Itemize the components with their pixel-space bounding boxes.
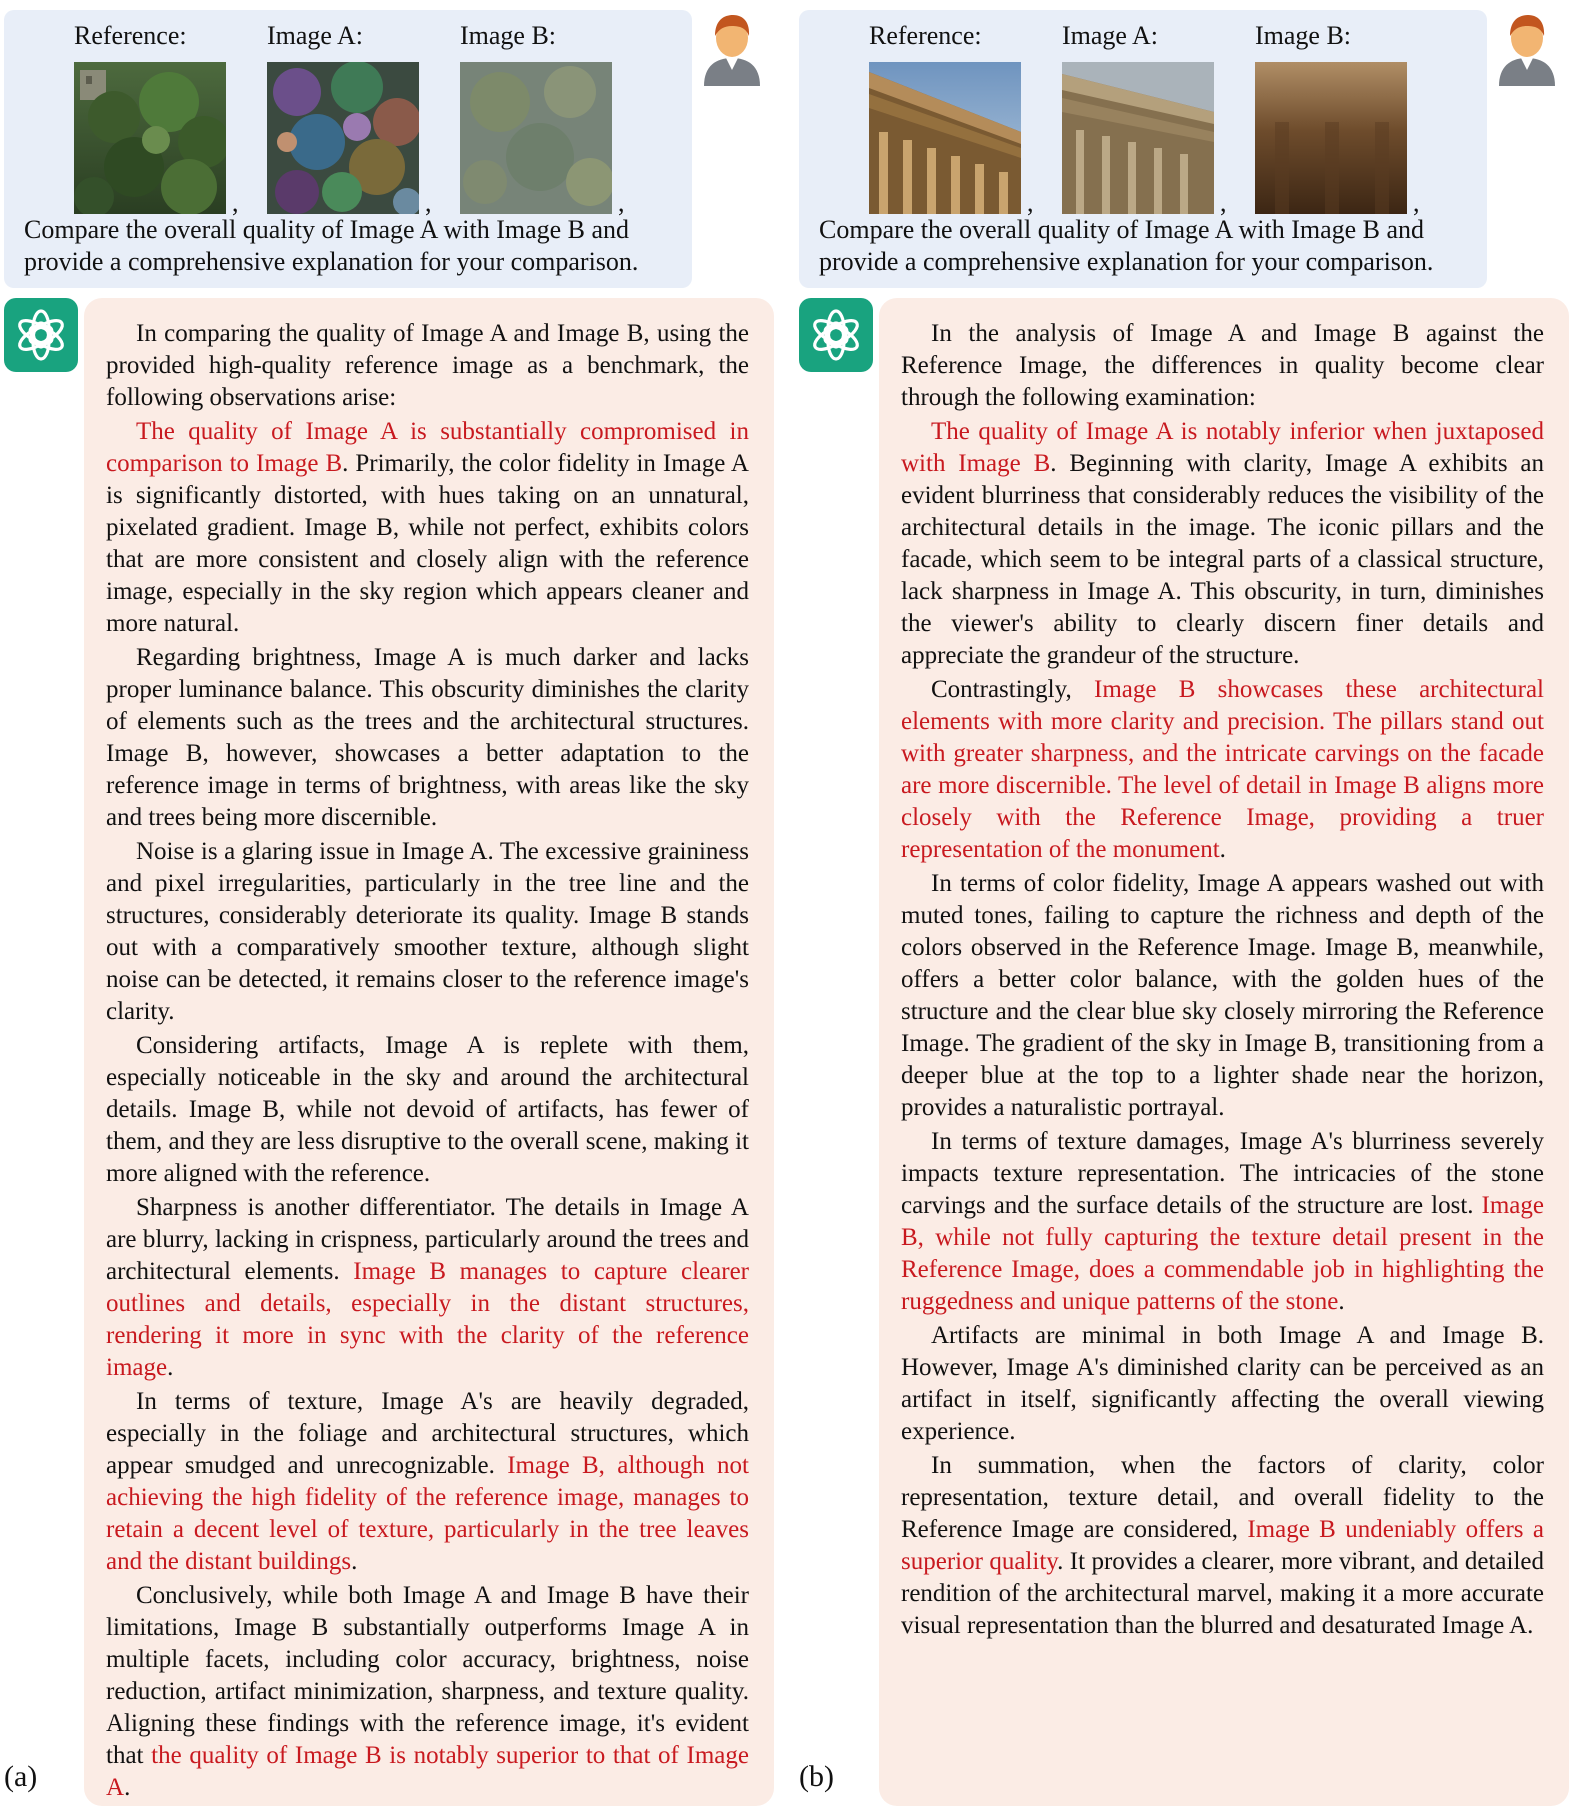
user-avatar-icon [1495, 10, 1559, 86]
comma: , [618, 188, 625, 217]
answer-text: In terms of texture damages, Image A's blurriness severely impacts texture representation. The intricacies of the stone carvings and the surface details of the structure are lost. [901, 1128, 1544, 1219]
question-text: Compare the overall quality of Image A with Image B and provide a comprehensive explanation for your comparison. [819, 215, 1434, 276]
answer-text: . [1338, 1288, 1345, 1315]
image-b-label: Image B: [1255, 21, 1352, 50]
answer-paragraph [106, 1580, 749, 1804]
panel-label-a: (a) [4, 1760, 38, 1793]
highlighted-text: Image B undeniably offers a superior quality [901, 1516, 1544, 1575]
comma: , [1220, 188, 1227, 217]
reference-label: Reference: [869, 21, 982, 50]
question-text: Compare the overall quality of Image A with Image B and provide a comprehensive explanation for your comparison. [24, 215, 639, 276]
answer-text: In the analysis of Image A and Image B against the Reference Image, the differences in quality become clear through the following examination: [901, 320, 1544, 411]
user-prompt-box [799, 10, 1487, 288]
answer-text: In terms of texture, Image A's are heavily degraded, especially in the foliage and architectural structures, which appear smudged and unrecognizable. [106, 1388, 749, 1479]
answer-paragraph [901, 318, 1544, 414]
reference-label: Reference: [74, 21, 187, 50]
answer-text: Contrastingly, [931, 676, 1094, 703]
comma: , [1027, 188, 1034, 217]
answer-paragraph [106, 836, 749, 1028]
answer-text: . It provides a clearer, more vibrant, and detailed rendition of the architectural marvel, making it a more accurate visual representation than the blurred and desaturated Image A. [901, 1548, 1544, 1639]
answer-text: In summation, when the factors of clarity, color representation, texture detail, and overall fidelity to the Reference Image are considered, [901, 1452, 1544, 1543]
assistant-answer-box [879, 298, 1569, 1806]
image-a [267, 62, 419, 214]
image-a-thumbnail [1054, 20, 1227, 217]
image-b-label: Image B: [460, 21, 557, 50]
highlighted-text: Image B manages to capture clearer outlines and details, especially in the distant structures, rendering it more in sync with the clarity of the reference image [106, 1258, 749, 1381]
highlighted-text: the quality of Image B is notably superior to that of Image A [106, 1742, 749, 1801]
answer-text: Artifacts are minimal in both Image A and Image B. However, Image A's diminished clarity can be perceived as an artifact in itself, significantly affecting the overall viewing experience. [901, 1322, 1544, 1445]
answer-text: . [167, 1354, 174, 1381]
highlighted-text: The quality of Image A is substantially compromised in comparison to Image B [106, 418, 749, 477]
answer-text: . Beginning with clarity, Image A exhibits an evident blurriness that considerably reduces the visibility of the architectural details in the image. The iconic pillars and the facade, which seem to be integral parts of a classical structure, lack sharpness in Image A. This obscurity, in turn, diminishes the viewer's ability to clearly discern finer details and appreciate the grandeur of the structure. [901, 450, 1544, 669]
highlighted-text: Image B, while not fully capturing the texture detail present in the Reference Image, does a commendable job in highlighting the ruggedness and unique patterns of the stone [901, 1192, 1544, 1315]
answer-paragraph [901, 868, 1544, 1124]
answer-paragraph [106, 416, 749, 640]
user-avatar-icon [700, 10, 764, 86]
answer-paragraph [106, 1192, 749, 1384]
reference-image [869, 62, 1021, 214]
answer-text: Conclusively, while both Image A and Image B have their limitations, Image B substantially outperforms Image A in multiple facets, including color accuracy, brightness, noise reduction, artifact minimization, sharpness, and texture quality. Aligning these findings with the reference image, it's evident that [106, 1582, 749, 1769]
answer-text: Noise is a glaring issue in Image A. The excessive graininess and pixel irregularities, particularly in the tree line and the structures, considerably deteriorate its quality. Image B stands out with a comparatively smoother texture, although slight noise can be detected, it remains closer to the reference image's clarity. [106, 838, 749, 1025]
comma: , [232, 188, 239, 217]
user-prompt-box [4, 10, 692, 288]
answer-text: . [1219, 836, 1226, 863]
chatgpt-logo-icon [799, 298, 873, 372]
answer-text: In terms of color fidelity, Image A appears washed out with muted tones, failing to capture the richness and depth of the colors observed in the Reference Image. Image B, meanwhile, offers a better color balance, with the golden hues of the structure and the clear blue sky closely mirroring the Reference Image. The gradient of the sky in Image B, transitioning from a deeper blue at the top to a lighter shade near the horizon, provides a naturalistic portrayal. [901, 870, 1544, 1121]
comma: , [1413, 188, 1420, 217]
answer-text: Regarding brightness, Image A is much darker and lacks proper luminance balance. This obscurity diminishes the clarity of elements such as the trees and the architectural structures. Image B, however, showcases a better adaptation to the reference image in terms of brightness, with areas like the sky and trees being more discernible. [106, 644, 749, 831]
answer-paragraph [901, 1320, 1544, 1448]
answer-paragraph [106, 642, 749, 834]
answer-text: In comparing the quality of Image A and Image B, using the provided high-quality reference image as a benchmark, the following observations arise: [106, 320, 749, 411]
highlighted-text: Image B, although not achieving the high fidelity of the reference image, manages to retain a decent level of texture, particularly in the tree leaves and the distant buildings [106, 1452, 749, 1575]
answer-paragraph [106, 1386, 749, 1578]
answer-text: Considering artifacts, Image A is replete with them, especially noticeable in the sky and around the architectural details. Image B, while not devoid of artifacts, has fewer of them, and they are less disruptive to the overall scene, making it more aligned with the reference. [106, 1032, 749, 1187]
answer-text: . [124, 1774, 131, 1801]
reference-thumbnail [66, 20, 239, 217]
answer-paragraph [106, 318, 749, 414]
panel-b [795, 0, 1578, 1818]
image-a-label: Image A: [1062, 21, 1159, 50]
answer-text: Sharpness is another differentiator. The details in Image A are blurry, lacking in crispness, particularly around the trees and architectural elements. [106, 1194, 749, 1285]
answer-text: . Primarily, the color fidelity in Image A is significantly distorted, with hues taking on an unnatural, pixelated gradient. Image B, while not perfect, exhibits colors that are more consistent and closely align with the reference image, especially in the sky region which appears cleaner and more natural. [106, 450, 749, 637]
highlighted-text: Image B showcases these architectural elements with more clarity and precision. The pillars stand out with greater sharpness, and the intricate carvings on the facade are more discernible. The level of detail in Image B aligns more closely with the Reference Image, providing a truer representation of the monument [901, 676, 1544, 863]
image-a-thumbnail [259, 20, 432, 217]
answer-paragraph [901, 1126, 1544, 1318]
answer-paragraph [901, 416, 1544, 672]
chatgpt-logo-icon [4, 298, 78, 372]
image-b [1255, 62, 1407, 214]
assistant-answer-box [84, 298, 774, 1806]
reference-thumbnail [861, 20, 1034, 217]
image-a-label: Image A: [267, 21, 364, 50]
reference-image [74, 62, 226, 214]
highlighted-text: The quality of Image A is notably inferior when juxtaposed with Image B [901, 418, 1544, 477]
answer-paragraph [901, 674, 1544, 866]
image-a [1062, 62, 1214, 214]
panel-label-b: (b) [799, 1760, 834, 1793]
image-b [460, 62, 612, 214]
answer-paragraph [106, 1030, 749, 1190]
image-b-thumbnail [1247, 20, 1420, 217]
answer-text: . [351, 1548, 358, 1575]
comma: , [425, 188, 432, 217]
image-b-thumbnail [452, 20, 625, 217]
answer-paragraph [901, 1450, 1544, 1642]
